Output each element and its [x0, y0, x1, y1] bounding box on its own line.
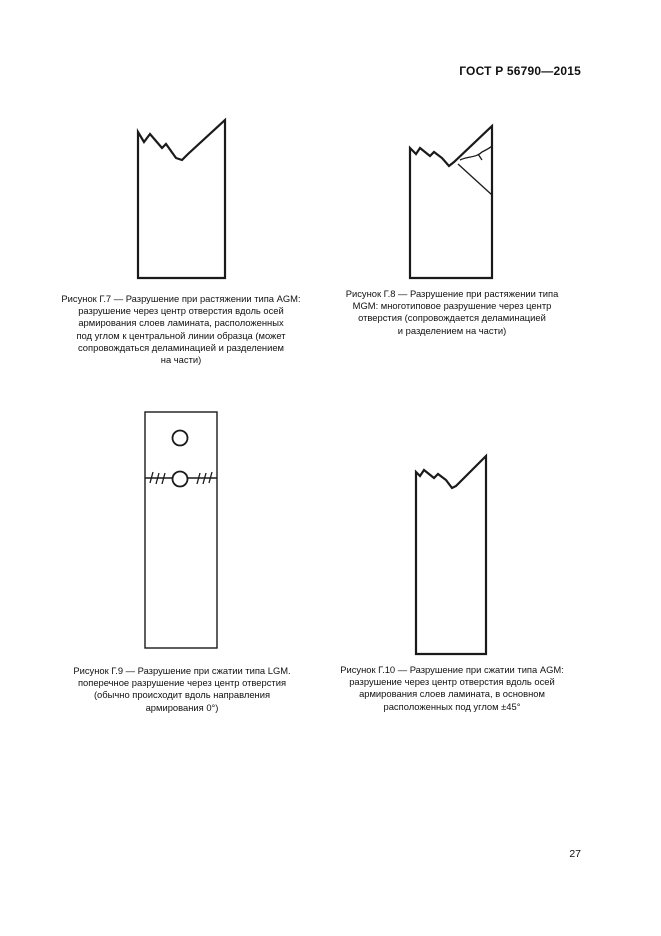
caption-line: расположенных под углом ±45°: [383, 700, 521, 712]
caption-line: MGM: многотиповое разрушение через центр: [352, 300, 552, 312]
figure-g10-caption: [326, 664, 578, 713]
caption-line: на части): [160, 354, 202, 366]
page-number: 27: [569, 848, 581, 860]
caption-line: разрушение через центр отверстия вдоль осей: [78, 305, 284, 317]
figure-g8-specimen-drawing: [402, 120, 502, 285]
caption-line: сопровождаться деламинацией и разделением: [78, 341, 284, 353]
figure-g8-caption: [334, 288, 570, 337]
caption-line: (обычно происходит вдоль направления: [93, 689, 271, 701]
caption-line: под углом к центральной линии образца (может: [76, 329, 286, 341]
caption-line: Рисунок Г.7 — Разрушение при растяжении типа AGM:: [61, 293, 301, 304]
caption-line: Рисунок Г.9 — Разрушение при сжатии типа LGM.: [73, 665, 291, 676]
caption-line: и разделением на части): [397, 324, 507, 336]
caption-line: разрушение через центр отверстия вдоль осей: [349, 676, 555, 688]
figure-g7-specimen-drawing: [130, 114, 230, 284]
figure-g7-caption: [52, 293, 310, 366]
caption-line: армирования слоев ламината, в основном: [359, 688, 545, 700]
document-standard-header: ГОСТ Р 56790—2015: [459, 64, 581, 78]
caption-line: Рисунок Г.10 — Разрушение при сжатии типа AGM:: [340, 664, 564, 675]
caption-line: Рисунок Г.8 — Разрушение при растяжении типа: [345, 288, 559, 299]
caption-line: армирования слоев ламината, расположенных: [78, 317, 284, 329]
figure-g10-specimen-drawing: [408, 450, 492, 660]
figure-g9-specimen-drawing: [140, 408, 224, 652]
caption-line: армирования 0°): [145, 701, 219, 713]
caption-line: отверстия (сопровождается деламинацией: [358, 312, 546, 324]
figure-g9-caption: [58, 665, 306, 714]
caption-line: поперечное разрушение через центр отверстия: [77, 677, 287, 689]
